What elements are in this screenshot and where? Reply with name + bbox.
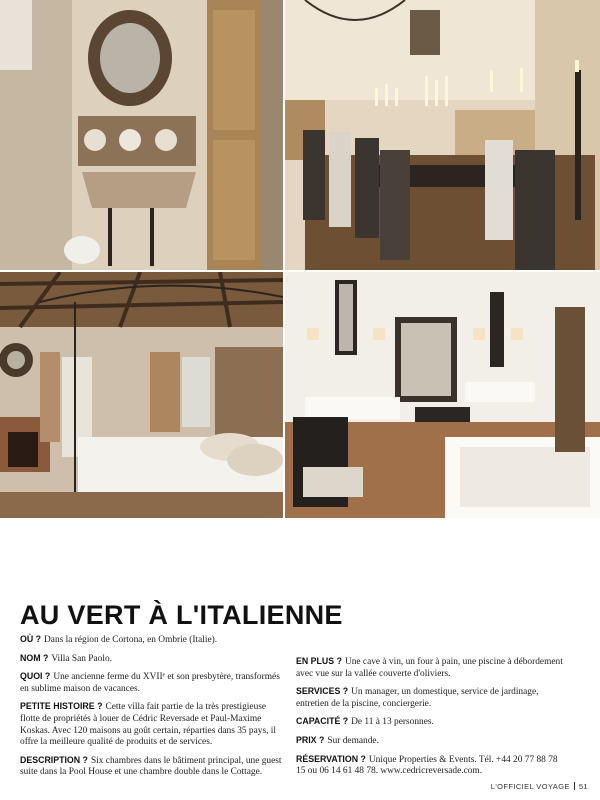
info-price-text: Sur demande. <box>327 735 379 746</box>
info-column-left <box>20 634 282 785</box>
info-description <box>20 755 282 779</box>
info-history-text: Cette villa fait partie de la très prestigieuse flotte de propriétés à louer de Cédric Reversade et Paul-Maxime Koskas. Avec 120 maisons au goût certain, réparties dans 35 pays, il offre la meilleure qualité de produits et de services. <box>20 702 277 748</box>
info-location-text: Dans la région de Cortona, en Ombrie (Italie). <box>44 635 218 645</box>
info-what <box>20 671 282 695</box>
footer-divider <box>574 782 575 790</box>
info-extras-text: Une cave à vin, un four à pain, une piscine à débordement avec vue sur la vallée couverte d'oliviers. <box>296 657 563 679</box>
info-location <box>20 634 282 647</box>
info-location-label: OÙ ? <box>20 634 42 644</box>
info-services <box>296 686 568 710</box>
info-name-text: Villa San Paolo. <box>51 653 112 664</box>
info-booking <box>296 754 568 778</box>
info-name <box>20 653 282 666</box>
magazine-name: L'OFFICIEL VOYAGE <box>490 782 570 791</box>
info-history-label: PETITE HISTOIRE ? <box>20 701 103 712</box>
info-extras <box>296 656 568 680</box>
info-booking-text: Unique Properties & Events. Tél. +44 20 77 88 78 15 ou 06 14 61 48 78. www.cedricreversade.com. <box>296 754 558 777</box>
info-capacity-text: De 11 à 13 personnes. <box>351 717 434 728</box>
page-footer <box>491 782 588 791</box>
info-extras-label: EN PLUS ? <box>296 656 342 666</box>
info-services-label: SERVICES ? <box>296 686 349 697</box>
info-price-label: PRIX ? <box>296 734 325 745</box>
info-what-text: Une ancienne ferme du XVIIᵉ et son presbytère, transformés en sublime maison de vacances. <box>20 672 280 694</box>
article-title: AU VERT À L'ITALIENNE <box>20 600 343 630</box>
bathroom-sink-photo <box>0 0 283 270</box>
master-bathroom-photo <box>285 272 600 518</box>
info-name-label: NOM ? <box>20 652 49 663</box>
info-column-right <box>296 656 568 784</box>
info-history <box>20 701 282 748</box>
dining-room-photo <box>285 0 600 270</box>
info-description-label: DESCRIPTION ? <box>20 754 88 765</box>
info-services-text: Un manager, un domestique, service de jardinage, entretien de la piscine, conciergerie. <box>296 687 539 709</box>
info-capacity-label: CAPACITÉ ? <box>296 716 349 727</box>
info-capacity <box>296 716 568 729</box>
info-price <box>296 735 568 748</box>
info-booking-label: RÉSERVATION ? <box>296 753 366 764</box>
info-description-text: Six chambres dans le bâtiment principal, une guest suite dans la Pool House et une chambre double dans le Cottage. <box>20 755 282 778</box>
bedroom-photo <box>0 272 283 518</box>
page-number: 51 <box>578 782 588 791</box>
info-what-label: QUOI ? <box>20 671 51 682</box>
